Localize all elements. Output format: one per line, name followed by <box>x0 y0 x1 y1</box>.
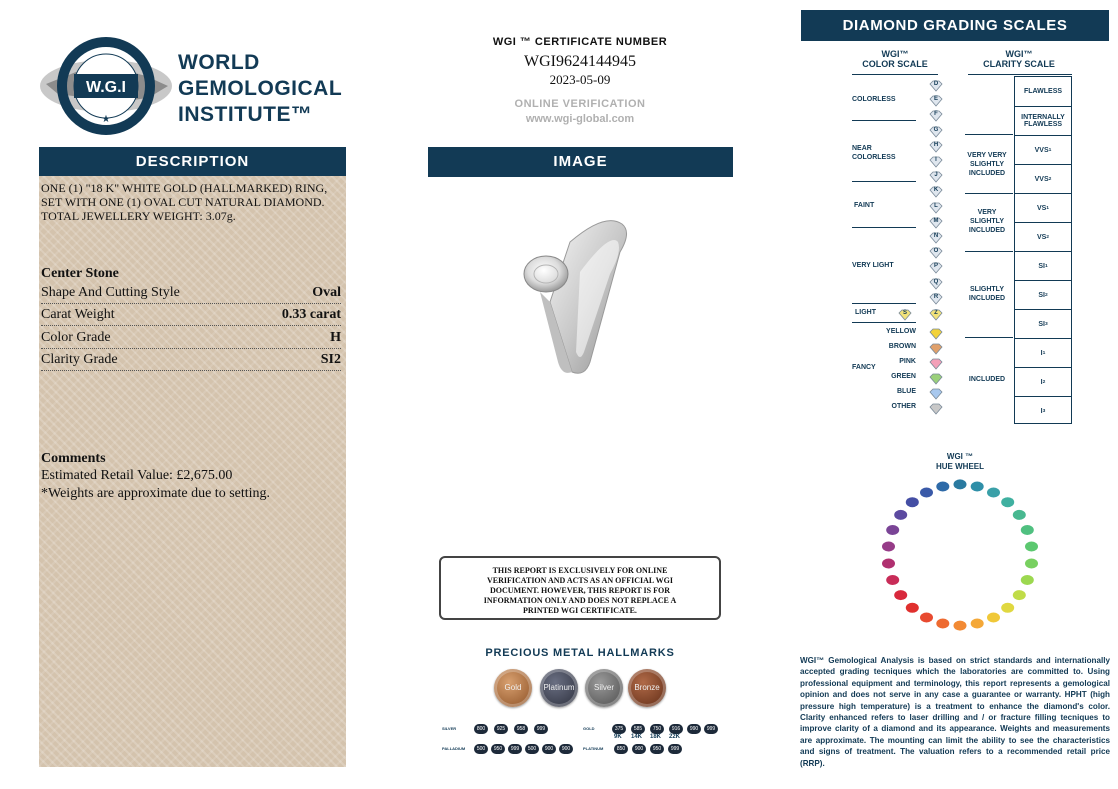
color-grade-letter: H <box>933 141 939 148</box>
clarity-grade-cell <box>1015 281 1071 310</box>
silver-medal: Silver <box>585 669 623 707</box>
fancy-other: OTHER <box>891 403 916 410</box>
fancy-diamond-icon <box>929 387 943 399</box>
svg-text:W.G.I: W.G.I <box>86 79 126 96</box>
clarity-scale-title <box>974 49 1064 69</box>
clarity-grade-label: VVS <box>1034 146 1049 154</box>
hallmark-chip: 916 <box>669 724 683 734</box>
hue-swatch <box>1013 590 1026 600</box>
org-name-line-2: GEMOLOGICAL <box>178 77 343 100</box>
clarity-grade-subscript: 2 <box>1048 176 1052 182</box>
fancy-diamond-icon <box>929 342 943 354</box>
color-grade-letter: J <box>934 172 938 179</box>
hue-swatch <box>987 488 1000 498</box>
hue-swatch <box>882 559 895 569</box>
hue-wheel-title-line-1: WGI ™ <box>946 452 974 461</box>
color-scale-title <box>850 49 940 69</box>
color-grade-letter: S <box>902 310 907 316</box>
clarity-scale-title-line-1: WGI™ <box>1005 49 1033 59</box>
hallmark-chip: 900 <box>542 744 556 754</box>
hallmark-chip: 500 <box>474 744 488 754</box>
hue-wheel-title <box>900 452 1020 472</box>
gold-label: GOLD <box>583 726 595 731</box>
clarity-group-vvs: VERY VERY SLIGHTLY INCLUDED <box>967 152 1007 177</box>
hallmark-chip: 585 <box>631 724 645 734</box>
spec-row-color <box>41 327 341 349</box>
hue-swatch <box>1013 510 1026 520</box>
verification-url[interactable]: www.wgi-global.com <box>525 113 635 125</box>
hallmark-chip: 850 <box>614 744 628 754</box>
spec-row-carat <box>41 304 341 326</box>
hue-swatch <box>971 619 984 629</box>
platinum-medal: Platinum <box>540 669 578 707</box>
hallmark-chip: 750 <box>650 724 664 734</box>
clarity-grade-cell <box>1015 77 1071 107</box>
hallmarks-title: PRECIOUS METAL HALLMARKS <box>485 647 675 659</box>
hallmark-chip: 925 <box>494 724 508 734</box>
clarity-grade-cell <box>1015 252 1071 281</box>
divider <box>852 181 916 182</box>
divider <box>968 74 1072 75</box>
color-group-near-colorless: NEAR COLORLESS <box>852 145 896 161</box>
clarity-grade-cell <box>1015 310 1071 339</box>
hallmark-chip: 375 <box>612 724 626 734</box>
hallmark-chip: 999 <box>508 744 522 754</box>
fancy-green: GREEN <box>891 373 916 380</box>
color-grade-letter: M <box>933 217 939 224</box>
divider <box>965 134 1013 135</box>
color-grade-letter: K <box>933 187 939 194</box>
org-name-line-1: WORLD <box>178 51 260 74</box>
spec-label: Clarity Grade <box>41 352 118 367</box>
online-notice: THIS REPORT IS EXCLUSIVELY FOR ONLINE VERIFICATION AND ACTS AS AN OFFICIAL WGI DOCUMENT. HOWEVER, THIS REPORT IS FOR INFORMATION ONLY AND DOES NOT REPLACE A PRINTED WGI CERTIFICATE. <box>439 556 721 620</box>
clarity-grade-label: SI <box>1038 320 1045 328</box>
svg-text:★: ★ <box>101 114 111 125</box>
clarity-grade-cell <box>1015 136 1071 165</box>
karat-label: 18K <box>650 734 662 740</box>
color-grade-letter: Z <box>934 310 938 316</box>
hue-swatch <box>954 479 967 489</box>
hallmark-chip: 999 <box>534 724 548 734</box>
color-group-light: LIGHT <box>855 309 876 316</box>
hue-swatch <box>886 575 899 585</box>
hue-swatch <box>1021 525 1034 535</box>
clarity-grade-subscript: 2 <box>1046 234 1050 240</box>
spec-value: Oval <box>312 285 341 300</box>
fancy-blue: BLUE <box>896 388 916 395</box>
color-grade-letter: D <box>933 81 939 87</box>
divider <box>852 303 916 304</box>
fancy-diamond-icon <box>929 372 943 384</box>
clarity-grade-cell <box>1015 165 1071 194</box>
clarity-grade-label: INTERNALLY FLAWLESS <box>1021 114 1065 128</box>
clarity-grade-label: VS <box>1036 233 1047 241</box>
hue-swatch <box>1001 497 1014 507</box>
comments-title: Comments <box>41 451 106 466</box>
clarity-grade-label: I <box>1040 378 1043 386</box>
clarity-group-vs: VERY SLIGHTLY INCLUDED <box>968 209 1006 234</box>
color-scale-title-line-2: COLOR SCALE <box>862 59 928 69</box>
grading-disclaimer: WGI™ Gemological Analysis is based on strict standards and internationally accepted grading tecniques which the laboratories are committed to. Using professional equipment and terminology, this report represents a gemological opinion and does not serve in any case a guarantee or warranty. HPHT (high pressure high temperature) is a treatment to enhance the diamond's color. Clarity enhanced refers to laser drilling and / or fracture filling tecniques to improve clarity of a diamond and its appearance. Weights and measurements are approximate. The mounting can limit the ability to see the characteristics and signs of treatment. The valuation refers to a recommended retail price (RRP). <box>800 656 1110 768</box>
hue-swatch <box>894 590 907 600</box>
hue-swatch <box>1025 542 1038 552</box>
clarity-grade-subscript: 3 <box>1042 408 1046 414</box>
color-grade-letter: O <box>933 248 939 255</box>
certificate-number-label: WGI ™ CERTIFICATE NUMBER <box>492 36 668 48</box>
karat-label: 14K <box>631 734 643 740</box>
karat-label: 9K <box>614 734 622 740</box>
spec-value: H <box>330 330 341 345</box>
certificate-date: 2023-05-09 <box>549 72 611 87</box>
hue-swatch <box>906 603 919 613</box>
hallmark-chip: 950 <box>491 744 505 754</box>
fancy-diamond-icon <box>929 327 943 339</box>
color-grade-letter: L <box>934 202 938 209</box>
hue-swatch <box>936 619 949 629</box>
karat-label: 22K <box>669 734 681 740</box>
clarity-grade-cell <box>1015 107 1071 136</box>
organization-name <box>178 50 342 128</box>
fancy-diamond-icon <box>929 402 943 414</box>
hue-swatch <box>1025 559 1038 569</box>
divider <box>852 227 916 228</box>
hue-swatch <box>1021 575 1034 585</box>
clarity-scale-table <box>1014 76 1072 424</box>
fancy-diamond-icon <box>929 357 943 369</box>
spec-value: 0.33 carat <box>281 307 341 322</box>
silver-label: SILVER <box>442 726 457 731</box>
clarity-grade-label: I <box>1040 349 1043 357</box>
hallmark-chip: 999 <box>704 724 718 734</box>
gold-medal: Gold <box>494 669 532 707</box>
image-header: IMAGE <box>428 147 733 177</box>
hue-swatch <box>971 482 984 492</box>
description-panel <box>39 147 346 767</box>
clarity-grade-cell <box>1015 339 1071 368</box>
color-group-very-light: VERY LIGHT <box>852 262 894 269</box>
grading-scales-header: DIAMOND GRADING SCALES <box>801 10 1109 41</box>
hallmark-chip: 900 <box>559 744 573 754</box>
clarity-grade-cell <box>1015 368 1071 397</box>
hue-swatch <box>906 497 919 507</box>
fancy-pink: PINK <box>899 358 916 365</box>
clarity-grade-subscript: 2 <box>1044 292 1048 298</box>
clarity-grade-subscript: 1 <box>1046 205 1050 211</box>
clarity-grade-label: VS <box>1036 204 1047 212</box>
hallmark-chip: 990 <box>687 724 701 734</box>
divider <box>965 193 1013 194</box>
comment-retail-value: Estimated Retail Value: £2,675.00 <box>41 468 233 483</box>
hue-wheel-title-line-2: HUE WHEEL <box>936 462 984 471</box>
color-grade-letter: Q <box>933 278 939 285</box>
hue-swatch <box>987 613 1000 623</box>
wgi-logo <box>36 36 356 136</box>
color-group-faint: FAINT <box>854 202 875 209</box>
color-grade-letter: F <box>934 111 938 118</box>
color-grade-letter: I <box>935 157 937 163</box>
hallmark-chip: 500 <box>525 744 539 754</box>
divider <box>852 322 916 323</box>
clarity-group-si: SLIGHTLY INCLUDED <box>968 286 1006 302</box>
hue-swatch <box>954 621 967 631</box>
spec-label: Color Grade <box>41 330 111 345</box>
clarity-grade-label: I <box>1040 407 1043 415</box>
clarity-grade-label: VVS <box>1034 175 1049 183</box>
color-grade-letter: E <box>933 96 938 103</box>
bronze-medal: Bronze <box>628 669 666 707</box>
clarity-grade-cell <box>1015 194 1071 223</box>
hallmark-chip: 950 <box>650 744 664 754</box>
hue-swatch <box>1001 603 1014 613</box>
divider <box>965 251 1013 252</box>
clarity-grade-subscript: 1 <box>1044 263 1048 269</box>
hue-swatch <box>936 482 949 492</box>
hallmark-chip: 800 <box>474 724 488 734</box>
comment-weight-note: *Weights are approximate due to setting. <box>41 486 271 501</box>
clarity-grade-subscript: 1 <box>1048 147 1052 153</box>
description-header: DESCRIPTION <box>39 147 346 176</box>
spec-label: Shape And Cutting Style <box>41 285 180 300</box>
fancy-yellow: YELLOW <box>886 328 916 335</box>
hue-wheel <box>855 475 1065 640</box>
platinum-label: PLATINUM <box>583 746 604 751</box>
color-grade-letter: N <box>933 233 939 239</box>
hue-swatch <box>920 488 933 498</box>
clarity-grade-subscript: 2 <box>1042 379 1046 385</box>
color-scale-title-line-1: WGI™ <box>881 49 909 59</box>
center-stone-title: Center Stone <box>41 266 119 281</box>
clarity-grade-subscript: 1 <box>1042 350 1046 356</box>
hue-swatch <box>886 525 899 535</box>
item-description: ONE (1) "18 K" WHITE GOLD (HALLMARKED) RING, SET WITH ONE (1) OVAL CUT NATURAL DIAMOND. TOTAL JEWELLERY WEIGHT: 3.07g. <box>41 181 328 223</box>
spec-value: SI2 <box>320 352 341 367</box>
divider <box>852 120 916 121</box>
divider <box>852 74 938 75</box>
fancy-brown: BROWN <box>888 343 916 350</box>
hue-swatch <box>882 542 895 552</box>
color-group-colorless: COLORLESS <box>852 96 896 103</box>
hue-swatch <box>920 613 933 623</box>
color-group-fancy: FANCY <box>852 364 876 371</box>
online-verification-label: ONLINE VERIFICATION <box>514 98 646 110</box>
hallmark-chip: 999 <box>668 744 682 754</box>
spec-row-shape <box>41 282 341 304</box>
clarity-grade-subscript: 3 <box>1044 321 1048 327</box>
clarity-grade-label: SI <box>1038 262 1045 270</box>
hue-swatch <box>894 510 907 520</box>
clarity-group-included: INCLUDED <box>968 376 1006 383</box>
divider <box>965 337 1013 338</box>
wgi-seal-emblem <box>36 36 176 136</box>
hallmark-chip: 958 <box>514 724 528 734</box>
spec-row-clarity <box>41 349 341 371</box>
ring-photo <box>510 212 640 384</box>
org-name-line-3: INSTITUTE™ <box>178 103 313 126</box>
clarity-grade-cell <box>1015 223 1071 252</box>
clarity-scale-title-line-2: CLARITY SCALE <box>983 59 1055 69</box>
color-grade-letter: R <box>933 293 939 300</box>
color-grade-letter: G <box>933 126 939 133</box>
certificate-number: WGI9624144945 <box>524 53 636 70</box>
spec-label: Carat Weight <box>41 307 115 322</box>
clarity-grade-cell <box>1015 397 1071 425</box>
clarity-grade-label: FLAWLESS <box>1023 88 1063 95</box>
hallmark-chip: 900 <box>632 744 646 754</box>
clarity-grade-label: SI <box>1038 291 1045 299</box>
color-grade-letter: P <box>933 263 938 270</box>
palladium-label: PALLADIUM <box>442 746 466 751</box>
